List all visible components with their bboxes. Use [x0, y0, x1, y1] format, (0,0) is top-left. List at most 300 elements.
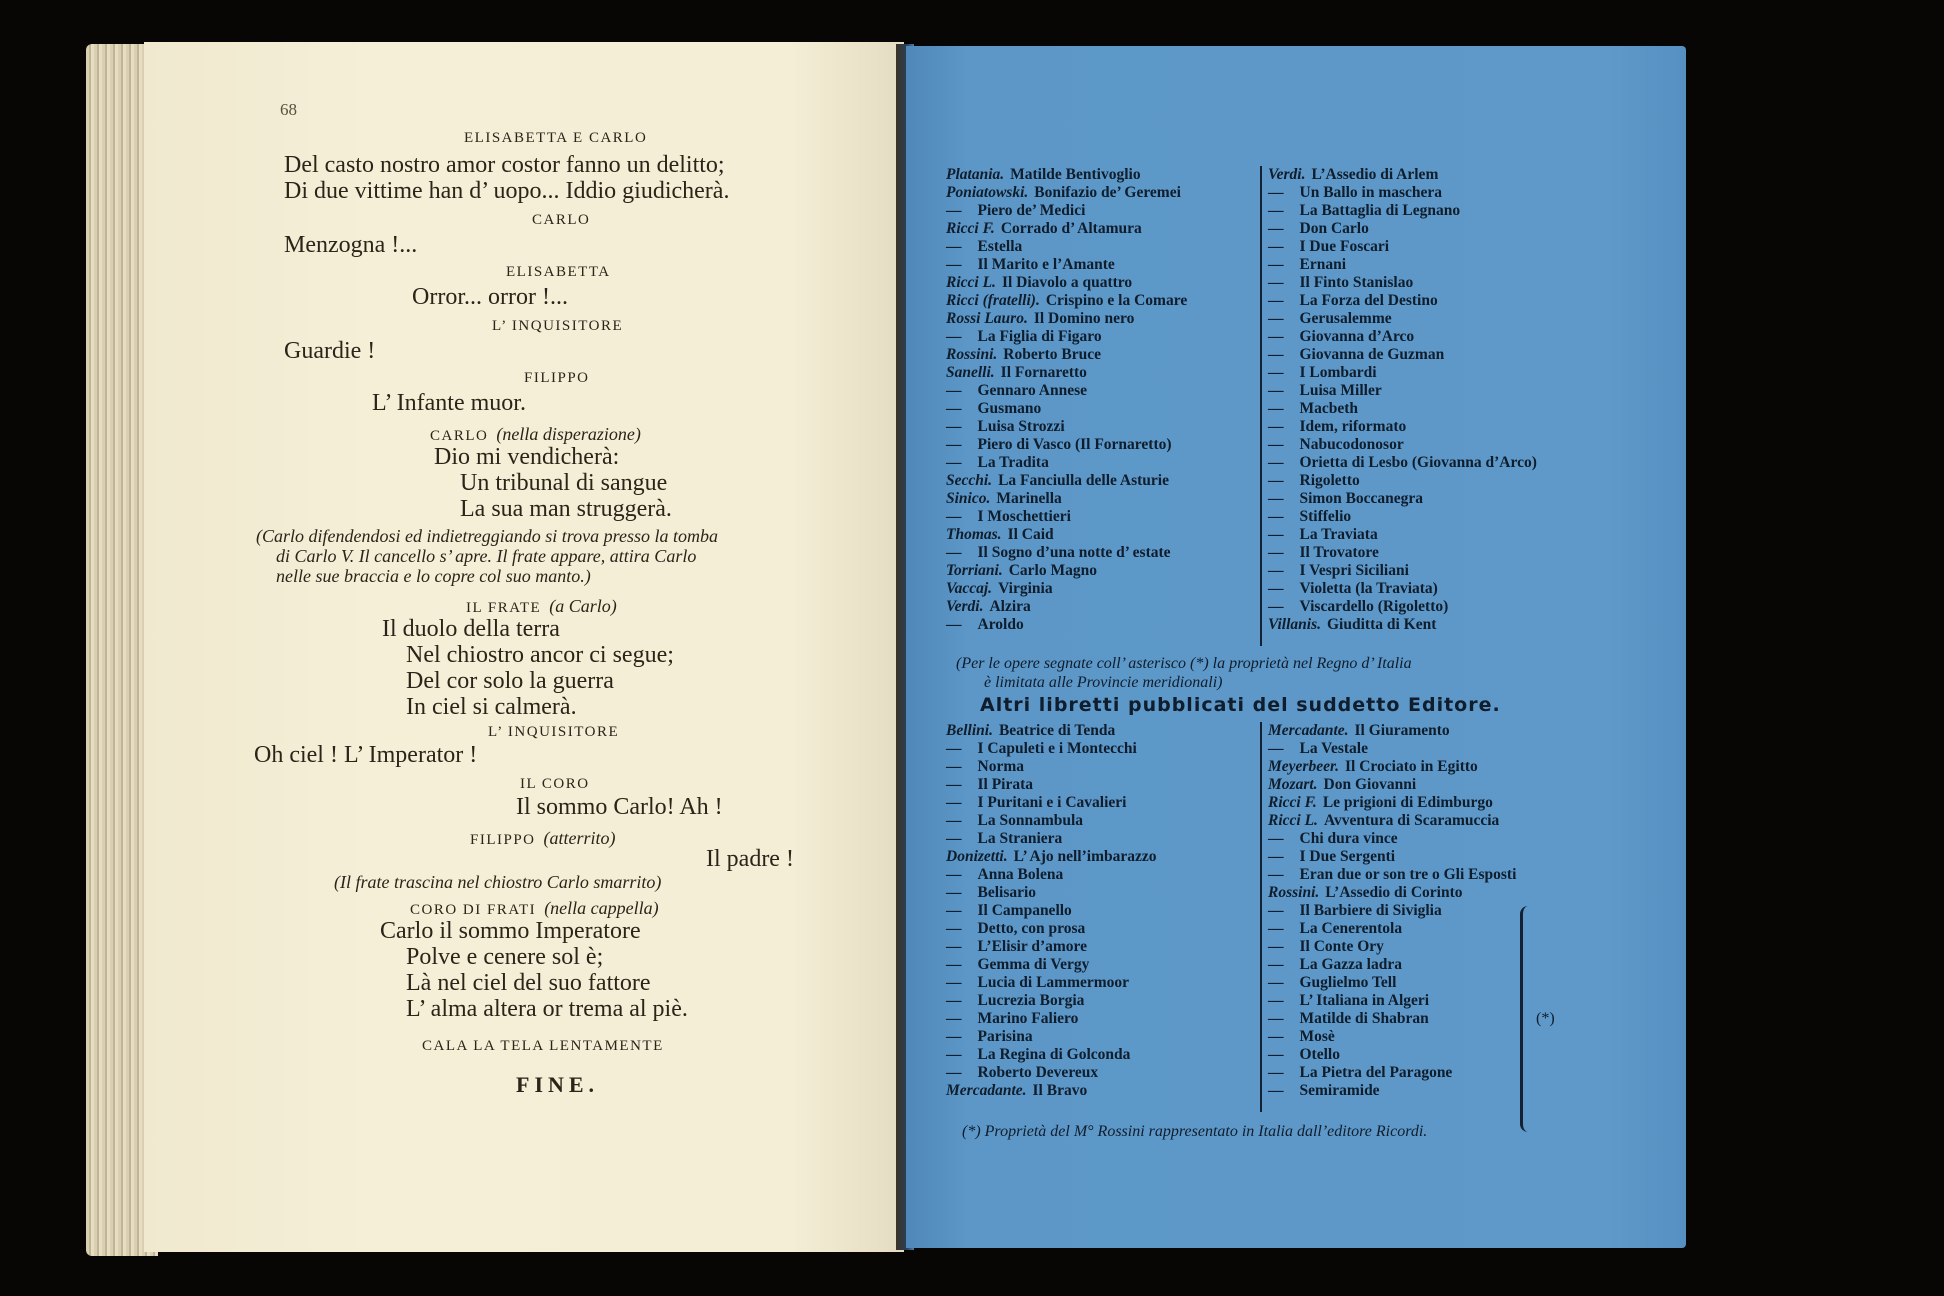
catalogue-entry [946, 974, 1157, 992]
catalogue-entry [1268, 400, 1537, 418]
catalogue-entry [1268, 310, 1537, 328]
catalogue-entry [1268, 884, 1516, 902]
catalogue-entry [1268, 902, 1516, 920]
catalogue-entry [946, 418, 1187, 436]
opera-title: Giovanna de Guzman [1299, 346, 1445, 363]
libretto-line [516, 794, 723, 821]
catalogue-entry [946, 472, 1187, 490]
opera-title: Anna Bolena [977, 866, 1064, 883]
libretto-line [524, 370, 590, 387]
composer: — [1268, 238, 1284, 255]
opera-title: L’Assedio di Arlem [1311, 166, 1439, 183]
libretto-line [460, 470, 667, 497]
composer: — [1268, 436, 1284, 453]
libretto-line-text: CARLO [532, 212, 591, 228]
opera-title: Nabucodonosor [1299, 436, 1404, 453]
libretto-line [276, 546, 696, 567]
composer: — [946, 1028, 962, 1045]
libretto-line [334, 872, 661, 893]
catalogue-entry [1268, 382, 1537, 400]
composer: — [1268, 992, 1284, 1009]
opera-title: Il Giuramento [1354, 722, 1450, 739]
catalogue-entry [946, 598, 1187, 616]
composer: — [946, 830, 962, 847]
composer: — [1268, 830, 1284, 847]
libretto-line-text: FILIPPO [524, 370, 590, 386]
libretto-line-text: Guardie ! [284, 338, 376, 364]
opera-title: Il Barbiere di Siviglia [1299, 902, 1442, 919]
opera-title: Giuditta di Kent [1327, 616, 1437, 633]
composer: Mozart. [1268, 776, 1318, 793]
composer: — [1268, 328, 1284, 345]
composer: — [946, 1010, 962, 1027]
composer: — [946, 256, 962, 273]
opera-title: L’ Ajo nell’imbarazzo [1013, 848, 1157, 865]
catalogue-entry [1268, 454, 1537, 472]
catalogue-entry [946, 580, 1187, 598]
catalogue-entry [1268, 562, 1537, 580]
libretto-line [254, 742, 477, 769]
opera-title: Gusmano [977, 400, 1042, 417]
composer: — [1268, 562, 1284, 579]
composer: — [1268, 848, 1284, 865]
composer: — [1268, 956, 1284, 973]
opera-title: Piero di Vasco (Il Fornaretto) [977, 436, 1172, 453]
catalogue-column-4 [1268, 722, 1516, 1100]
libretto-line-text: Dio mi vendicherà: [434, 444, 620, 470]
opera-title: La Fanciulla delle Asturie [998, 472, 1169, 489]
catalogue-entry [946, 1082, 1157, 1100]
catalogue-entry [1268, 848, 1516, 866]
composer: — [946, 776, 962, 793]
catalogue-entry [946, 740, 1157, 758]
libretto-line-text: Nel chiostro ancor ci segue; [406, 642, 674, 668]
libretto-line-text: Là nel ciel del suo fattore [406, 970, 651, 996]
libretto-line-text: L’ INQUISITORE [492, 318, 624, 334]
libretto-line-text: Menzogna !... [284, 232, 418, 258]
opera-title: Lucrezia Borgia [977, 992, 1085, 1009]
composer: — [1268, 454, 1284, 471]
opera-title: Un Ballo in maschera [1299, 184, 1443, 201]
opera-title: Matilde Bentivoglio [1010, 166, 1141, 183]
libretto-line [406, 944, 603, 971]
libretto-line [276, 566, 591, 587]
libretto-line [532, 212, 590, 229]
catalogue-entry [946, 1064, 1157, 1082]
catalogue-entry [946, 256, 1187, 274]
opera-title: Il Sogno d’una notte d’ estate [977, 544, 1171, 561]
composer: — [1268, 1028, 1284, 1045]
catalogue-column-3 [946, 722, 1157, 1100]
opera-title: Orietta di Lesbo (Giovanna d’Arco) [1299, 454, 1537, 471]
libretto-line-text: Di due vittime han d’ uopo... Iddio giudicherà. [284, 178, 730, 204]
libretto-line-text: Il duolo della terra [382, 616, 560, 642]
composer: — [1268, 526, 1284, 543]
opera-title: Simon Boccanegra [1299, 490, 1424, 507]
opera-title: La Cenerentola [1299, 920, 1403, 937]
libretto-line-text: La sua man struggerà. [460, 496, 672, 522]
opera-title: I Puritani e i Cavalieri [977, 794, 1127, 811]
composer: Verdi. [946, 598, 984, 615]
catalogue-entry [946, 436, 1187, 454]
opera-title: Parisina [977, 1028, 1033, 1045]
catalogue-entry [1268, 776, 1516, 794]
opera-title: Crispino e la Comare [1045, 292, 1188, 309]
libretto-line-text: In ciel si calmerà. [406, 694, 577, 720]
stage-direction: (a Carlo) [549, 596, 617, 616]
libretto-line [406, 642, 674, 669]
libretto-line-text: Polve e cenere sol è; [406, 944, 604, 970]
catalogue-entry [1268, 490, 1537, 508]
catalogue-entry [1268, 328, 1537, 346]
catalogue-entry [946, 956, 1157, 974]
catalogue-entry [946, 616, 1187, 634]
opera-title: La Figlia di Figaro [977, 328, 1102, 345]
composer: Villanis. [1268, 616, 1321, 633]
composer: — [1268, 220, 1284, 237]
opera-title: La Regina di Golconda [977, 1046, 1131, 1063]
libretto-line [256, 526, 718, 547]
opera-title: Roberto Bruce [1003, 346, 1101, 363]
rossini-brace [1520, 906, 1531, 1132]
composer: — [1268, 274, 1284, 291]
opera-title: Chi dura vince [1299, 830, 1398, 847]
libretto-line-text: Del casto nostro amor costor fanno un delitto; [284, 152, 725, 178]
catalogue-entry [946, 274, 1187, 292]
opera-title: Estella [977, 238, 1023, 255]
column-divider [1260, 166, 1262, 646]
catalogue-entry [946, 884, 1157, 902]
composer: — [1268, 472, 1284, 489]
catalogue-entry [946, 490, 1187, 508]
catalogue-entry [946, 1028, 1157, 1046]
composer: Verdi. [1268, 166, 1306, 183]
opera-title: Aroldo [977, 616, 1024, 633]
opera-title: Il Marito e l’Amante [977, 256, 1115, 273]
right-page-catalogue [906, 46, 1686, 1248]
catalogue-entry [1268, 616, 1537, 634]
libretto-line-text: ELISABETTA E CARLO [464, 130, 648, 146]
opera-title: Corrado d’ Altamura [1000, 220, 1142, 237]
opera-title: Detto, con prosa [977, 920, 1086, 937]
composer: — [1268, 920, 1284, 937]
catalogue-entry [946, 812, 1157, 830]
composer: — [1268, 310, 1284, 327]
catalogue-entry [1268, 418, 1537, 436]
opera-title: Marino Faliero [977, 1010, 1079, 1027]
catalogue-entry [1268, 598, 1537, 616]
libretto-line [382, 616, 560, 643]
libretto-line [406, 668, 614, 695]
opera-title: Matilde di Shabran [1299, 1010, 1429, 1027]
libretto-line [372, 390, 526, 417]
catalogue-entry [1268, 1028, 1516, 1046]
opera-title: La Vestale [1299, 740, 1368, 757]
composer: — [1268, 1082, 1284, 1099]
opera-title: Semiramide [1299, 1082, 1380, 1099]
composer: Sinico. [946, 490, 991, 507]
composer: — [1268, 256, 1284, 273]
opera-title: Don Carlo [1299, 220, 1369, 237]
catalogue-entry [946, 544, 1187, 562]
composer: Vaccaj. [946, 580, 993, 597]
opera-title: Piero de’ Medici [977, 202, 1086, 219]
composer: — [1268, 400, 1284, 417]
page-number: 68 [280, 100, 297, 119]
catalogue-entry [1268, 812, 1516, 830]
catalogue-entry [1268, 256, 1537, 274]
composer: — [1268, 740, 1284, 757]
composer: — [1268, 184, 1284, 201]
composer: — [1268, 902, 1284, 919]
opera-title: Otello [1299, 1046, 1340, 1063]
opera-title: Gemma di Vergy [977, 956, 1090, 973]
libretto-line [466, 596, 617, 617]
opera-title: Idem, riformato [1299, 418, 1407, 435]
catalogue-entry [1268, 920, 1516, 938]
opera-title: La Gazza ladra [1299, 956, 1402, 973]
opera-title: Beatrice di Tenda [998, 722, 1116, 739]
catalogue-entry [946, 830, 1157, 848]
opera-title: La Traviata [1299, 526, 1378, 543]
opera-title: Violetta (la Traviata) [1299, 580, 1438, 597]
composer: Ricci L. [946, 274, 996, 291]
catalogue-entry [946, 902, 1157, 920]
opera-title: Il Domino nero [1033, 310, 1135, 327]
libretto-line [380, 918, 641, 945]
opera-title: L’Assedio di Corinto [1325, 884, 1463, 901]
libretto-line-text: IL FRATE [466, 600, 542, 616]
libretto-line-text: Il sommo Carlo! Ah ! [516, 794, 723, 820]
composer: Ricci L. [1268, 812, 1318, 829]
composer: Platania. [946, 166, 1005, 183]
opera-title: La Pietra del Paragone [1299, 1064, 1453, 1081]
opera-title: Don Giovanni [1323, 776, 1417, 793]
catalogue-entry [946, 400, 1187, 418]
composer: Sanelli. [946, 364, 995, 381]
opera-title: Marinella [996, 490, 1062, 507]
catalogue-entry [1268, 992, 1516, 1010]
composer: — [1268, 974, 1284, 991]
catalogue-entry [946, 848, 1157, 866]
catalogue-entry [1268, 722, 1516, 740]
libretto-line [406, 996, 688, 1023]
catalogue-entry [946, 184, 1187, 202]
opera-title: Bonifazio de’ Geremei [1034, 184, 1181, 201]
composer: — [1268, 418, 1284, 435]
stage-direction: (nella cappella) [544, 898, 659, 918]
composer: — [946, 544, 962, 561]
catalogue-entry [1268, 866, 1516, 884]
composer: — [946, 866, 962, 883]
catalogue-entry [946, 758, 1157, 776]
opera-title: Il Conte Ory [1299, 938, 1384, 955]
composer: Thomas. [946, 526, 1002, 543]
catalogue-entry [946, 920, 1157, 938]
composer: Torriani. [946, 562, 1003, 579]
composer: — [1268, 292, 1284, 309]
opera-title: Gennaro Annese [977, 382, 1088, 399]
opera-title: Guglielmo Tell [1299, 974, 1397, 991]
libretto-line [412, 284, 568, 311]
opera-title: I Due Foscari [1299, 238, 1390, 255]
catalogue-entry [1268, 184, 1537, 202]
catalogue-entry [946, 938, 1157, 956]
catalogue-entry [946, 508, 1187, 526]
opera-title: Il Trovatore [1299, 544, 1379, 561]
libretto-line [406, 970, 651, 997]
catalogue-entry [946, 1010, 1157, 1028]
catalogue-entry [1268, 346, 1537, 364]
opera-title: Le prigioni di Edimburgo [1322, 794, 1493, 811]
catalogue-entry [946, 346, 1187, 364]
libretto-line [706, 846, 794, 873]
libretto-line-text: CALA LA TELA LENTAMENTE [422, 1038, 664, 1054]
opera-title: I Lombardi [1299, 364, 1377, 381]
opera-title: Viscardello (Rigoletto) [1299, 598, 1449, 615]
stage-direction: (nella disperazione) [496, 424, 641, 444]
catalogue-entry [1268, 238, 1537, 256]
composer: — [1268, 508, 1284, 525]
libretto-line [284, 232, 417, 259]
catalogue-entry [946, 382, 1187, 400]
catalogue-entry [1268, 220, 1537, 238]
catalogue-entry [1268, 436, 1537, 454]
opera-title: Il Campanello [977, 902, 1072, 919]
opera-title: Il Pirata [977, 776, 1034, 793]
libretto-line-text: CORO DI FRATI [410, 902, 537, 918]
composer: Ricci F. [1268, 794, 1317, 811]
libretto-line [434, 444, 619, 471]
libretto-line-text: Orror... orror !... [412, 284, 568, 310]
libretto-line [284, 338, 375, 365]
catalogue-entry [946, 1046, 1157, 1064]
libretto-line-text: L’ alma altera or trema al piè. [406, 996, 688, 1022]
catalogue-entry [1268, 544, 1537, 562]
composer: — [946, 740, 962, 757]
catalogue-entry [1268, 758, 1516, 776]
catalogue-column-2 [1268, 166, 1537, 634]
composer: — [1268, 938, 1284, 955]
composer: — [946, 328, 962, 345]
opera-title: La Straniera [977, 830, 1063, 847]
composer: — [946, 758, 962, 775]
composer: — [946, 902, 962, 919]
catalogue-entry [946, 526, 1187, 544]
libretto-line-text: L’ Infante muor. [372, 390, 526, 416]
opera-title: Il Crociato in Egitto [1345, 758, 1478, 775]
left-page-libretto [144, 42, 904, 1252]
composer: — [1268, 1046, 1284, 1063]
libretto-line [422, 1038, 664, 1055]
opera-title: Giovanna d’Arco [1299, 328, 1415, 345]
composer: — [1268, 1010, 1284, 1027]
opera-title: Il Diavolo a quattro [1001, 274, 1133, 291]
composer: — [1268, 1064, 1284, 1081]
composer: Meyerbeer. [1268, 758, 1340, 775]
opera-title: L’Elisir d’amore [977, 938, 1088, 955]
catalogue-entry [946, 992, 1157, 1010]
libretto-line-text: Del cor solo la guerra [406, 668, 614, 694]
libretto-line-text: IL CORO [520, 776, 590, 792]
opera-title: Gerusalemme [1299, 310, 1392, 327]
libretto-line-text: Un tribunal di sangue [460, 470, 668, 496]
opera-title: Il Fornaretto [1000, 364, 1087, 381]
opera-title: Eran due or son tre o Gli Esposti [1299, 866, 1517, 883]
catalogue-entry [1268, 938, 1516, 956]
composer: Rossini. [946, 346, 998, 363]
composer: Rossi Lauro. [946, 310, 1028, 327]
composer: — [946, 436, 962, 453]
libretto-line [460, 496, 672, 523]
composer: — [1268, 364, 1284, 381]
catalogue-entry [1268, 974, 1516, 992]
libretto-line-text: Oh ciel ! L’ Imperator ! [254, 742, 478, 768]
opera-title: Lucia di Lammermoor [977, 974, 1130, 991]
composer: — [1268, 866, 1284, 883]
composer: — [946, 884, 962, 901]
libretto-line-text: CARLO [430, 428, 489, 444]
opera-title: Mosè [1299, 1028, 1335, 1045]
opera-title: La Battaglia di Legnano [1299, 202, 1461, 219]
composer: — [946, 1064, 962, 1081]
libretto-line-text: (Il frate trascina nel chiostro Carlo smarrito) [334, 872, 662, 892]
composer: — [1268, 202, 1284, 219]
libretto-line [520, 776, 590, 793]
composer: — [1268, 544, 1284, 561]
composer: — [1268, 346, 1284, 363]
opera-title: Norma [977, 758, 1024, 775]
catalogue-entry [946, 866, 1157, 884]
catalogue-entry [946, 292, 1187, 310]
composer: Rossini. [1268, 884, 1320, 901]
opera-title: Roberto Devereux [977, 1064, 1099, 1081]
catalogue-entry [1268, 472, 1537, 490]
libretto-line [284, 152, 725, 179]
libretto-line-text: nelle sue braccia e lo copre col suo manto.) [276, 566, 591, 586]
libretto-line-text: Il padre ! [706, 846, 794, 872]
catalogue-entry [946, 328, 1187, 346]
opera-title: Luisa Strozzi [977, 418, 1065, 435]
composer: — [1268, 382, 1284, 399]
libretto-line [506, 264, 611, 281]
opera-title: Avventura di Scaramuccia [1323, 812, 1500, 829]
catalogue-column-1 [946, 166, 1187, 634]
libretto-line [430, 424, 641, 445]
composer: Donizetti. [946, 848, 1008, 865]
rossini-asterisk: (*) [1536, 1010, 1555, 1027]
composer: — [946, 418, 962, 435]
opera-title: Rigoletto [1299, 472, 1360, 489]
catalogue-entry [946, 776, 1157, 794]
opera-title: Stiffelio [1299, 508, 1352, 525]
catalogue-entry [1268, 794, 1516, 812]
libretto-line-text: ELISABETTA [506, 264, 611, 280]
catalogue-entry [1268, 526, 1537, 544]
catalogue-entry [1268, 1064, 1516, 1082]
composer: — [946, 400, 962, 417]
catalogue-entry [946, 364, 1187, 382]
libretto-line [406, 694, 577, 721]
catalogue-entry [1268, 274, 1537, 292]
libretto-line [410, 898, 659, 919]
catalogue-entry [946, 202, 1187, 220]
composer: — [946, 202, 962, 219]
libretto-line [492, 318, 623, 335]
composer: Ricci (fratelli). [946, 292, 1040, 309]
catalogue-entry [1268, 830, 1516, 848]
composer: — [946, 956, 962, 973]
